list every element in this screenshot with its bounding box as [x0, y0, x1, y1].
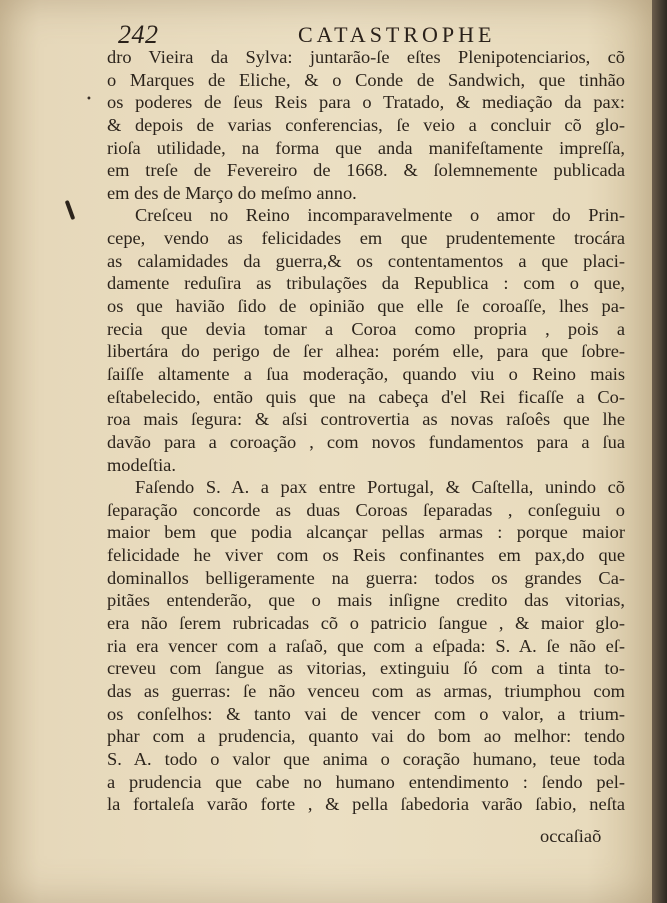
- catchword: occaſiaõ: [540, 826, 602, 846]
- text-line: davão para a coroação , com novos fundamentos para a ſua: [107, 431, 625, 452]
- text-line: eſtabelecido, então quis que na cabeça d'el Rei ficaſſe a Co-: [107, 386, 625, 407]
- text-line: libertára do perigo de ſer alhea: porém elle, para que ſobre-: [107, 341, 625, 362]
- text-line: em treſe de Fevereiro de 1668. & ſolemnemente publicada: [107, 160, 625, 181]
- text-line: a prudencia que cabe no humano entendimento : ſendo pel-: [107, 771, 625, 792]
- text-line: roa mais ſegura: & aſsi controvertia as novas raſoês que lhe: [107, 409, 625, 430]
- text-line: dro Vieira da Sylva: juntarão-ſe eſtes Plenipotenciarios, cõ: [107, 47, 625, 67]
- text-line: pitães entenderão, que o mais inſigne credito das vitorias,: [107, 590, 625, 611]
- text-line: & depois de varias conferencias, ſe veio a concluir cõ glo-: [107, 114, 625, 135]
- paragraph-start-line: Creſceu no Reino incomparavelmente o amor do Prin-: [135, 205, 625, 226]
- text-line: damente reduſira as tribulações da Republica : com o que,: [107, 273, 625, 294]
- text-line: das as guerras: ſe não venceu com as armas, triumphou com: [107, 680, 625, 701]
- text-line: ſaiſſe altamente a ſua moderação, quando viu o Reino mais: [107, 363, 625, 384]
- text-line: os conſelhos: & tanto vai de vencer com o valor, a trium-: [107, 703, 625, 724]
- text-line: as calamidades da guerra,& os contentamentos a que placi-: [107, 250, 625, 271]
- text-line: dominallos belligeramente na guerra: todos os grandes Ca-: [107, 567, 625, 588]
- body-text: [107, 46, 625, 816]
- margin-ink-mark: [65, 200, 76, 220]
- text-line: la fortaleſa varão forte , & pella ſabedoria varão ſabio, neſta: [107, 794, 625, 815]
- text-line: creveu com ſangue as vitorias, extinguiu ſó com a tinta to-: [107, 658, 625, 679]
- text-line: rioſa utilidade, na forma que anda manifeſtamente impreſſa,: [107, 137, 625, 158]
- text-line: o Marques de Eliche, & o Conde de Sandwich, que tinhão: [107, 69, 625, 90]
- text-line: maior bem que podia alcançar pellas armas : porque maior: [107, 522, 625, 543]
- margin-dot-mark: •: [86, 94, 92, 105]
- running-title: CATASTROPHE: [298, 22, 496, 47]
- text-line: felicidade he viver com os Reis confinantes em pax,do que: [107, 545, 625, 566]
- paragraph-start-line: Faſendo S. A. a pax entre Portugal, & Caſtella, unindo cõ: [135, 477, 625, 498]
- text-line: era não ſerem rubricadas cõ o patricio ſangue , & maior glo-: [107, 613, 625, 634]
- page-number: 242: [118, 20, 159, 49]
- text-line: ſeparação concorde as duas Coroas ſeparadas , conſeguiu o: [107, 499, 625, 520]
- text-line: os que havião ſido de opinião que elle ſe coroaſſe, lhes pa-: [107, 296, 625, 317]
- text-line: S. A. todo o valor que anima o coração humano, teue toda: [107, 748, 625, 769]
- text-line: modeſtia.: [107, 454, 176, 475]
- book-gutter: [652, 0, 667, 903]
- text-line: ria era vencer com a raſaõ, que com a eſpada: S. A. ſe não eſ-: [107, 635, 625, 656]
- text-line: phar com a prudencia, quanto vai do bom ao melhor: tendo: [107, 726, 625, 747]
- text-line: em des de Março do meſmo anno.: [107, 182, 357, 203]
- text-line: os poderes de ſeus Reis para o Tratado, & mediação da pax:: [107, 92, 625, 113]
- text-line: recia que devia tomar a Coroa como propria , pois a: [107, 318, 625, 339]
- text-line: cepe, vendo as felicidades em que prudentemente trocára: [107, 228, 625, 249]
